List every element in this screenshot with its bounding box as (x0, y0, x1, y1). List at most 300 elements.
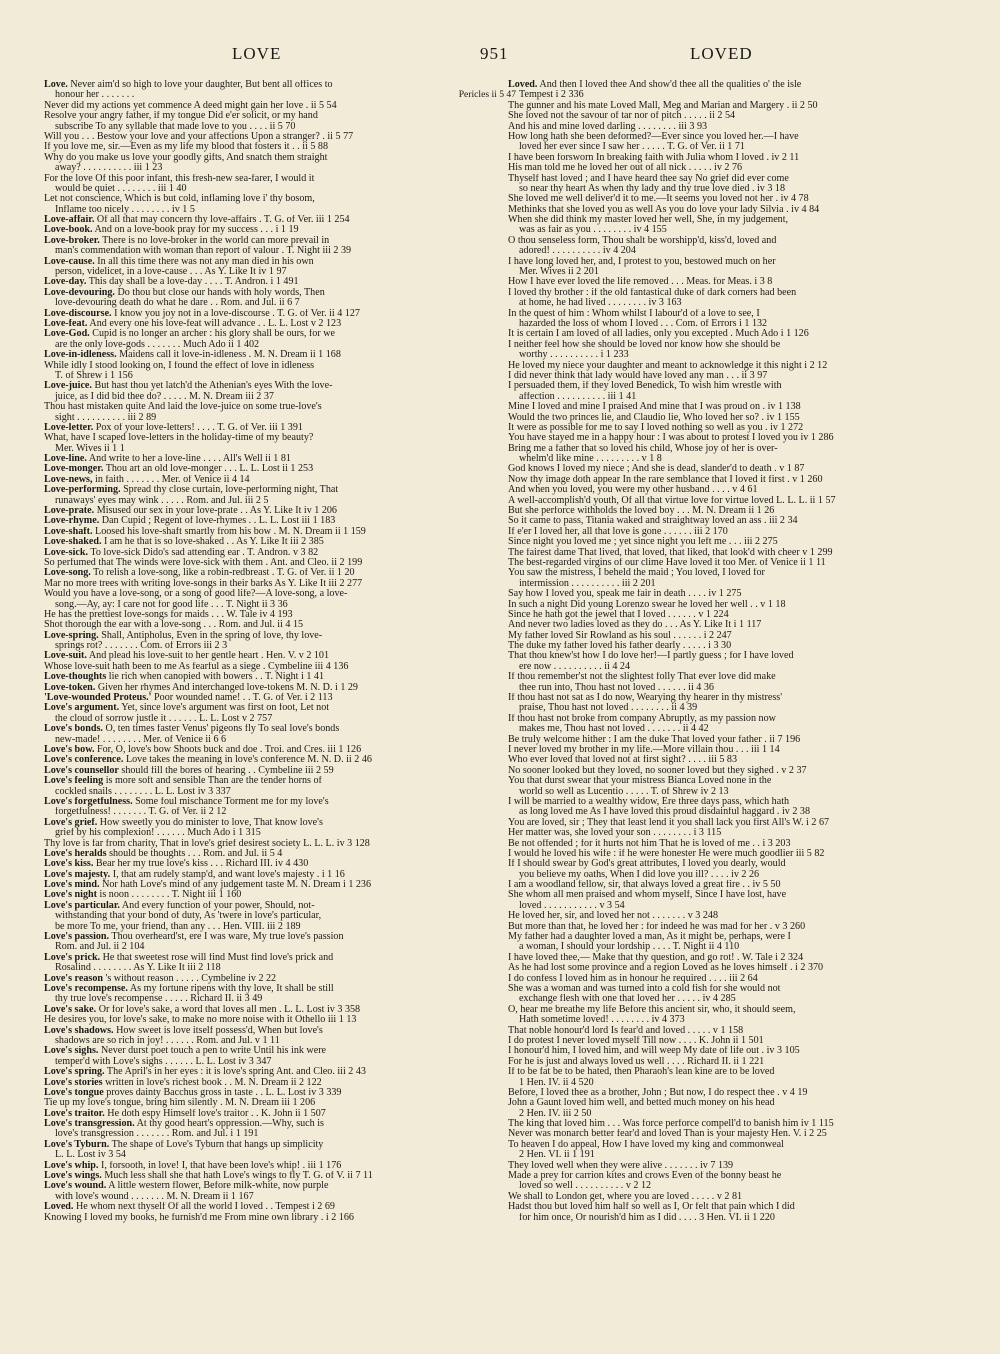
concordance-entry (44, 225, 516, 235)
entry-line (508, 464, 980, 474)
entry-line (44, 787, 516, 797)
entry-line (44, 651, 516, 661)
entry-line (44, 205, 516, 215)
quotation-text: love's transgression . . . . . . . Rom. and Jul. i 1 191 (55, 1129, 259, 1140)
concordance-entry (44, 1078, 516, 1088)
quotation-text: A well-accomplish'd youth, Of all that virtue love for virtue loved L. L. L. ii 1 57 (508, 495, 836, 506)
entry-line (508, 1005, 980, 1015)
quotation-text: Her matter was, she loved your son . . . . . . . . i 3 115 (508, 828, 722, 839)
entry-line (508, 361, 980, 371)
entry-line (508, 381, 980, 391)
entry-line (44, 839, 516, 849)
entry-line (44, 464, 516, 474)
concordance-entry (44, 1088, 516, 1098)
entry-line (44, 1078, 516, 1088)
concordance-entry (44, 579, 516, 589)
entry-line (44, 631, 516, 641)
entry-line (44, 558, 516, 568)
entry-line (44, 1088, 516, 1098)
concordance-entry (508, 911, 980, 921)
concordance-entry (44, 506, 516, 516)
quotation-text: The king that loved him . . . Was force perforce compell'd to banish him iv 1 115 (508, 1119, 834, 1130)
entry-line (508, 1213, 980, 1223)
entry-line (508, 880, 980, 890)
quotation-text: He has the prettiest love-songs for maids . . . W. Tale iv 4 193 (44, 609, 293, 620)
entry-line (508, 807, 980, 817)
concordance-entry (508, 1067, 980, 1088)
quotation-text: Love takes the meaning in love's conference M. N. D. ii 2 46 (125, 755, 372, 766)
concordance-entry (508, 859, 980, 880)
concordance-entry (44, 1181, 516, 1202)
concordance-entry (44, 288, 516, 309)
quotation-text: She loved me well deliver'd it to me.—It seems you loved not her . iv 4 78 (508, 194, 809, 205)
concordance-entry (44, 589, 516, 610)
quotation-text: Cupid is no longer an archer : his glory shall be ours, for we (92, 329, 335, 340)
quotation-text: would be quiet . . . . . . . . iii 1 40 (55, 183, 187, 194)
quotation-text: written in love's richest book . . M. N. Dream ii 2 122 (105, 1077, 322, 1088)
quotation-text: We shall to London get, where you are loved . . . . . v 2 81 (508, 1191, 743, 1202)
concordance-entry (44, 631, 516, 652)
quotation-text: Hadst thou but loved him half so well as I, Or felt that pain which I did (508, 1202, 795, 1213)
concordance-entry (508, 288, 980, 309)
quotation-text: So it came to pass, Titania waked and straightway loved an ass . iii 2 34 (508, 516, 798, 527)
entry-line (508, 163, 980, 173)
headword: Love's feeling (44, 776, 104, 787)
quotation-text: He loved my niece your daughter and meant to acknowledge it this night i 2 12 (508, 360, 828, 371)
quotation-text: But more than that, he loved her : for indeed he was mad for her . v 3 260 (508, 921, 806, 932)
entry-line (508, 80, 980, 90)
headword: Love-in-idleness. (44, 350, 117, 361)
quotation-text: To love-sick Dido's sad attending ear . T. Andron. v 3 82 (90, 547, 319, 558)
quotation-text: are the only love-gods . . . . . . . Much Ado ii 1 402 (55, 339, 260, 350)
concordance-entry (508, 1036, 980, 1046)
entry-line (508, 1140, 980, 1150)
quotation-text: Now thy image doth appear In the rare semblance that I loved it first . v 1 260 (508, 474, 823, 485)
entry-line (44, 901, 516, 911)
quotation-text: His man told me he loved her out of all nick . . . . . iv 2 76 (508, 163, 743, 174)
concordance-entry (508, 766, 980, 776)
headword: Love-affair. (44, 215, 95, 226)
concordance-entry (44, 818, 516, 839)
entry-line (44, 1129, 516, 1139)
entry-line (508, 485, 980, 495)
concordance-entry (508, 984, 980, 1005)
concordance-entry (44, 984, 516, 1005)
quotation-text: T. of Shrew i 1 156 (55, 370, 133, 381)
entry-line (44, 163, 516, 173)
quotation-text: Thy love is far from charity, That in love's grief desirest society L. L. L. iv 3 128 (44, 838, 370, 849)
quotation-text: I will be married to a wealthy widow, Ere three days pass, which hath (508, 796, 790, 807)
headword: Love's night (44, 890, 98, 901)
entry-line (508, 828, 980, 838)
concordance-entry (44, 537, 516, 547)
entry-line (44, 111, 516, 121)
entry-line (508, 174, 980, 184)
quotation-text: That noble honour'd lord Is fear'd and loved . . . . . v 1 158 (508, 1025, 744, 1036)
entry-line (44, 797, 516, 807)
concordance-entry (44, 464, 516, 474)
entry-line (508, 641, 980, 651)
entry-line (44, 870, 516, 880)
quotation-text: as long loved me As I have loved this proud disdainful haggard . iv 2 38 (519, 807, 810, 818)
quotation-text: The best-regarded virgins of our clime Have loved it too Mer. of Venice ii 1 11 (508, 557, 826, 568)
entry-line (44, 662, 516, 672)
entry-line (44, 496, 516, 506)
entry-line (44, 1036, 516, 1046)
entry-line (508, 610, 980, 620)
entry-line (44, 600, 516, 610)
concordance-entry (44, 1067, 516, 1077)
quotation-text: I neither feel how she should be loved nor know how she should be (508, 339, 781, 350)
entry-line (508, 1046, 980, 1056)
headword: Love's passion. (44, 932, 110, 943)
quotation-text: Do thou but close our hands with holy words, Then (117, 287, 325, 298)
entry-line (44, 475, 516, 485)
entry-line (44, 745, 516, 755)
concordance-entry (508, 1140, 980, 1161)
quotation-text: Mar no more trees with writing love-songs in their barks As Y. Like It iii 2 277 (44, 578, 363, 589)
headword: Love-news, (44, 474, 93, 485)
concordance-entry (44, 1202, 516, 1212)
quotation-text: How I have ever loved the life removed . . . Meas. for Meas. i 3 8 (508, 277, 773, 288)
entry-line (44, 444, 516, 454)
quotation-text: sight . . . . . . . . . . iii 2 89 (55, 412, 157, 423)
entry-line (44, 953, 516, 963)
entry-line (44, 433, 516, 443)
concordance-entry (44, 361, 516, 382)
entry-line (508, 1088, 980, 1098)
entry-line (508, 444, 980, 454)
concordance-entry (44, 1046, 516, 1067)
headword: Love's kiss. (44, 859, 94, 870)
concordance-entry (44, 1213, 516, 1223)
concordance-entry (508, 205, 980, 215)
entry-line (508, 111, 980, 121)
quotation-text: at home, he had lived . . . . . . . . iv 3 163 (519, 298, 682, 309)
quotation-text: And never two ladies loved as they do . . . As Y. Like It i 1 117 (508, 620, 762, 631)
headword: Love's particular. (44, 900, 120, 911)
quotation-text: They loved well when they were alive . . . . . . . iv 7 139 (508, 1160, 734, 1171)
concordance-entry (508, 839, 980, 849)
concordance-entry (508, 381, 980, 402)
concordance-entry (508, 475, 980, 485)
entry-line (508, 1161, 980, 1171)
entry-line (508, 942, 980, 952)
headword: Love's bonds. (44, 724, 103, 735)
concordance-entry (508, 122, 980, 132)
quotation-text: Thou overheard'st, ere I was ware, My true love's passion (111, 932, 344, 943)
concordance-entry (508, 1057, 980, 1067)
entry-line (44, 1109, 516, 1119)
headword: Love's counsellor (44, 765, 119, 776)
concordance-entry (508, 277, 980, 287)
headword: Love-feat. (44, 318, 88, 329)
quotation-text: springs rot? . . . . . . . Com. of Errors iii 2 3 (55, 641, 228, 652)
quotation-text: Yet, since love's argument was first on foot, Let not (121, 703, 330, 714)
concordance-entry (44, 797, 516, 818)
concordance-entry (44, 548, 516, 558)
quotation-text: I know you joy not in a love-discourse . T. G. of Ver. ii 4 127 (114, 308, 360, 319)
quotation-text: world so well as Lucentio . . . . . T. of Shrew iv 2 13 (519, 786, 729, 797)
entry-line (44, 225, 516, 235)
quotation-text: Never did my actions yet commence A deed might gain her love . ii 5 54 (44, 100, 337, 111)
entry-line (508, 329, 980, 339)
quotation-text: Be not offended ; for it hurts not him That he is loved of me . . i 3 203 (508, 838, 791, 849)
quotation-text: For the love Of this poor infant, this fresh-new sea-farer, I would it (44, 173, 315, 184)
quotation-text: Be truly welcome hither : I am the duke That loved your father . ii 7 196 (508, 734, 801, 745)
quotation-text: Never durst poet touch a pen to write Until his ink were (100, 1046, 327, 1057)
entry-line (508, 236, 980, 246)
entry-line (508, 755, 980, 765)
headword: Love's prick. (44, 952, 101, 963)
entry-line (508, 371, 980, 381)
entry-line (44, 683, 516, 693)
quotation-text: loved so well . . . . . . . . . . v 2 12 (519, 1181, 652, 1192)
quotation-text: And when you loved, you were my other husband . . . . v 4 61 (508, 485, 758, 496)
quotation-text: Methinks that she loved you as well As you do love your lady Silvia . iv 4 84 (508, 204, 820, 215)
entry-line (508, 433, 980, 443)
concordance-entry (508, 423, 980, 433)
entry-line (44, 849, 516, 859)
entry-line (44, 153, 516, 163)
entry-line (508, 122, 980, 132)
quotation-text: affection . . . . . . . . . . iii 1 41 (519, 391, 637, 402)
entry-line (508, 548, 980, 558)
quotation-text: She loved not the savour of tar nor of pitch . . . . . ii 2 54 (508, 111, 736, 122)
entry-line (44, 828, 516, 838)
concordance-entry (508, 163, 980, 173)
quotation-text: runaways' eyes may wink . . . . . Rom. and Jul. iii 2 5 (55, 495, 269, 506)
headword: Love's stories (44, 1077, 103, 1088)
quotation-text: adored! . . . . . . . . . . iv 4 204 (519, 246, 636, 257)
quotation-text: intermission . . . . . . . . . . iii 2 201 (519, 578, 656, 589)
headword: Love-song. (44, 568, 91, 579)
quotation-text: with love's wound . . . . . . . M. N. Dream ii 1 167 (55, 1191, 254, 1202)
concordance-entry (44, 516, 516, 526)
entry-line (508, 194, 980, 204)
concordance-entry (44, 568, 516, 578)
entry-line (508, 651, 980, 661)
entry-line (44, 423, 516, 433)
headword: Love-thoughts (44, 672, 107, 683)
concordance-entry (44, 433, 516, 454)
concordance-entry (44, 80, 516, 101)
quotation-text: Why do you make us love your goodly gifts, And snatch them straight (44, 152, 328, 163)
concordance-entry (44, 257, 516, 278)
concordance-entry (44, 215, 516, 225)
headword: 'Love-wounded Proteus.' (44, 693, 152, 704)
quotation-text: Or for love's sake, a word that loves all men . L. L. Lost iv 3 358 (98, 1004, 361, 1015)
concordance-entry (508, 548, 980, 558)
entry-line (44, 122, 516, 132)
headword: Love-broker. (44, 235, 100, 246)
concordance-entry (44, 776, 516, 797)
quotation-text: You that durst swear that your mistress Bianca Loved none in the (508, 776, 772, 787)
entry-line (44, 101, 516, 111)
headword: Love-book. (44, 225, 93, 236)
quotation-text: There is no love-broker in the world can more prevail in (102, 235, 330, 246)
entry-line (44, 859, 516, 869)
entry-line (44, 340, 516, 350)
concordance-entry (44, 974, 516, 984)
concordance-entry (44, 101, 516, 111)
entry-line (44, 402, 516, 412)
concordance-entry (44, 153, 516, 174)
entry-line (508, 911, 980, 921)
entry-line (508, 922, 980, 932)
entry-line (508, 703, 980, 713)
entry-line (44, 184, 516, 194)
entry-line (508, 215, 980, 225)
headword: Love. (44, 80, 68, 90)
entry-line (44, 818, 516, 828)
concordance-entry (508, 974, 980, 984)
concordance-entry (508, 610, 980, 620)
concordance-entry (44, 1005, 516, 1015)
quotation-text: was as fair as you . . . . . . . . iv 4 155 (519, 225, 667, 236)
quotation-text: I, that am rudely stamp'd, and want love's majesty . i 1 16 (112, 869, 345, 880)
quotation-text: Shall, Antipholus, Even in the spring of love, thy love- (101, 630, 323, 641)
concordance-entry (508, 174, 980, 195)
quotation-text: The fairest dame That lived, that loved, that liked, that look'd with cheer v 1 299 (508, 547, 833, 558)
entry-line (44, 641, 516, 651)
quotation-text: Poor wounded name! . . T. G. of Ver. i 2 113 (154, 693, 333, 704)
entry-line (508, 735, 980, 745)
headword: Love's spring. (44, 1067, 105, 1078)
quotation-text: Hath sometime loved! . . . . . . . . iv 4 373 (519, 1015, 685, 1026)
quotation-text: In such a night Did young Lorenzo swear he loved her well . . v 1 18 (508, 599, 786, 610)
quotation-text: Pox of your love-letters! . . . . T. G. of Ver. iii 1 391 (95, 422, 303, 433)
concordance-entry (44, 423, 516, 433)
quotation-text: Knowing I loved my books, he furnish'd me From mine own library . i 2 166 (44, 1212, 354, 1223)
concordance-entry (44, 880, 516, 890)
concordance-entry (508, 111, 980, 121)
quotation-text: should be thoughts . . . Rom. and Jul. ii 5 4 (109, 848, 283, 859)
quotation-text: I have long loved her, and, I protest to you, bestowed much on her (508, 256, 776, 267)
entry-line (508, 153, 980, 163)
quotation-text: Mine I loved and mine I praised And mine that I was proud on . iv 1 138 (508, 402, 801, 413)
quotation-text: He desires you, for love's sake, to make no more noise with it Othello iii 1 13 (44, 1015, 357, 1026)
headword: Love-sick. (44, 547, 89, 558)
entry-line (44, 485, 516, 495)
quotation-text: If to be fat be to be hated, then Pharaoh's lean kine are to be loved (508, 1067, 775, 1078)
entry-line (508, 309, 980, 319)
concordance-entry (508, 527, 980, 537)
entry-line (44, 703, 516, 713)
entry-line (508, 1078, 980, 1088)
headword: Love's reason (44, 973, 103, 984)
entry-line (508, 423, 980, 433)
concordance-entry (44, 870, 516, 880)
concordance-entry (508, 402, 980, 412)
concordance-entry (508, 80, 980, 101)
quotation-text: in faith . . . . . . . Mer. of Venice ii 4 14 (95, 474, 250, 485)
quotation-text: I do protest I never loved myself Till now . . . . K. John ii 1 501 (508, 1035, 764, 1046)
quotation-text: is noon . . . . . . . . T. Night iii 1 160 (99, 890, 242, 901)
headword: Love's sighs. (44, 1046, 99, 1057)
entry-line (508, 589, 980, 599)
entry-line (44, 589, 516, 599)
concordance-entry (508, 413, 980, 423)
concordance-entry (44, 1098, 516, 1108)
entry-line (44, 672, 516, 682)
entry-line (508, 506, 980, 516)
play-reference: Pericles ii 5 47 (456, 90, 516, 100)
quotation-text: 2 Hen. IV. iii 2 50 (519, 1108, 592, 1119)
entry-line (44, 922, 516, 932)
entry-line (508, 974, 980, 984)
entry-line (508, 953, 980, 963)
concordance-entry (508, 922, 980, 932)
quotation-text: So perfumed that The winds were love-sick with them . Ant. and Cleo. ii 2 199 (44, 557, 363, 568)
entry-line (508, 402, 980, 412)
quotation-text: And on a love-book pray for my success . . . i 1 19 (94, 225, 299, 236)
headword: Love's Tyburn. (44, 1139, 110, 1150)
entry-line (508, 1067, 980, 1077)
concordance-entry (508, 1088, 980, 1098)
entry-line (508, 225, 980, 235)
concordance-entry (44, 309, 516, 319)
quotation-text: Mer. Wives ii 2 201 (519, 267, 599, 278)
entry-line (44, 454, 516, 464)
concordance-entry (508, 1161, 980, 1171)
quotation-text: He that sweetest rose will find Must find love's prick and (102, 952, 334, 963)
concordance-entry (44, 901, 516, 932)
quotation-text: If you love me, sir.—Even as my life my blood that fosters it . . ii 5 88 (44, 142, 328, 153)
entry-line (44, 506, 516, 516)
headword: Love's transgression. (44, 1119, 135, 1130)
entry-line (508, 662, 980, 672)
quotation-text: hazarded the loss of whom I loved . . . Com. of Errors i 1 132 (519, 318, 768, 329)
concordance-entry (44, 755, 516, 765)
headword: Love's tongue (44, 1087, 104, 1098)
quotation-text: For he is just and always loved us well . . . . Richard II. ii 1 221 (508, 1056, 765, 1067)
concordance-entry (508, 485, 980, 495)
concordance-entry (508, 1129, 980, 1139)
entry-line (508, 1036, 980, 1046)
entry-line (44, 1046, 516, 1056)
entry-line (44, 381, 516, 391)
concordance-entry (508, 776, 980, 797)
headword: Love's shadows. (44, 1025, 114, 1036)
entry-line (44, 724, 516, 734)
quotation-text: O thou senseless form, Thou shalt be worshipp'd, kiss'd, loved and (508, 235, 777, 246)
quotation-text: O, ten times faster Venus' pigeons fly To seal love's bonds (105, 724, 340, 735)
entry-line (508, 672, 980, 682)
entry-line (508, 277, 980, 287)
entry-line (44, 1213, 516, 1223)
quotation-text: ere now . . . . . . . . . . ii 4 24 (519, 661, 631, 672)
concordance-entry (508, 735, 980, 745)
quotation-text: Whose love-suit hath been to me As fearful as a siege . Cymbeline iii 4 136 (44, 661, 349, 672)
quotation-text: Shot thorough the ear with a love-song . . . Rom. and Jul. ii 4 15 (44, 620, 304, 631)
quotation-text: If e'er I loved her, all that love is gone . . . . . . iii 2 170 (508, 526, 728, 537)
headword: Love's wound. (44, 1181, 107, 1192)
concordance-entry (508, 797, 980, 818)
concordance-entry (508, 464, 980, 474)
headword: Love's majesty. (44, 869, 111, 880)
concordance-entry (508, 132, 980, 153)
quotation-text: Tie up my love's tongue, bring him silently . M. N. Dream iii 1 206 (44, 1098, 316, 1109)
entry-line (44, 807, 516, 817)
entry-line (44, 194, 516, 204)
headword: Love-letter. (44, 422, 94, 433)
quotation-text: And write to her a love-line . . . . All's Well ii 1 81 (88, 454, 291, 465)
concordance-entry (508, 953, 980, 963)
headword: Love-God. (44, 329, 90, 340)
quotation-text: Never was monarch better fear'd and loved Than is your majesty Hen. V. i 2 25 (508, 1129, 827, 1140)
quotation-text: This day shall be a love-day . . . . T. Andron. i 1 491 (88, 277, 299, 288)
